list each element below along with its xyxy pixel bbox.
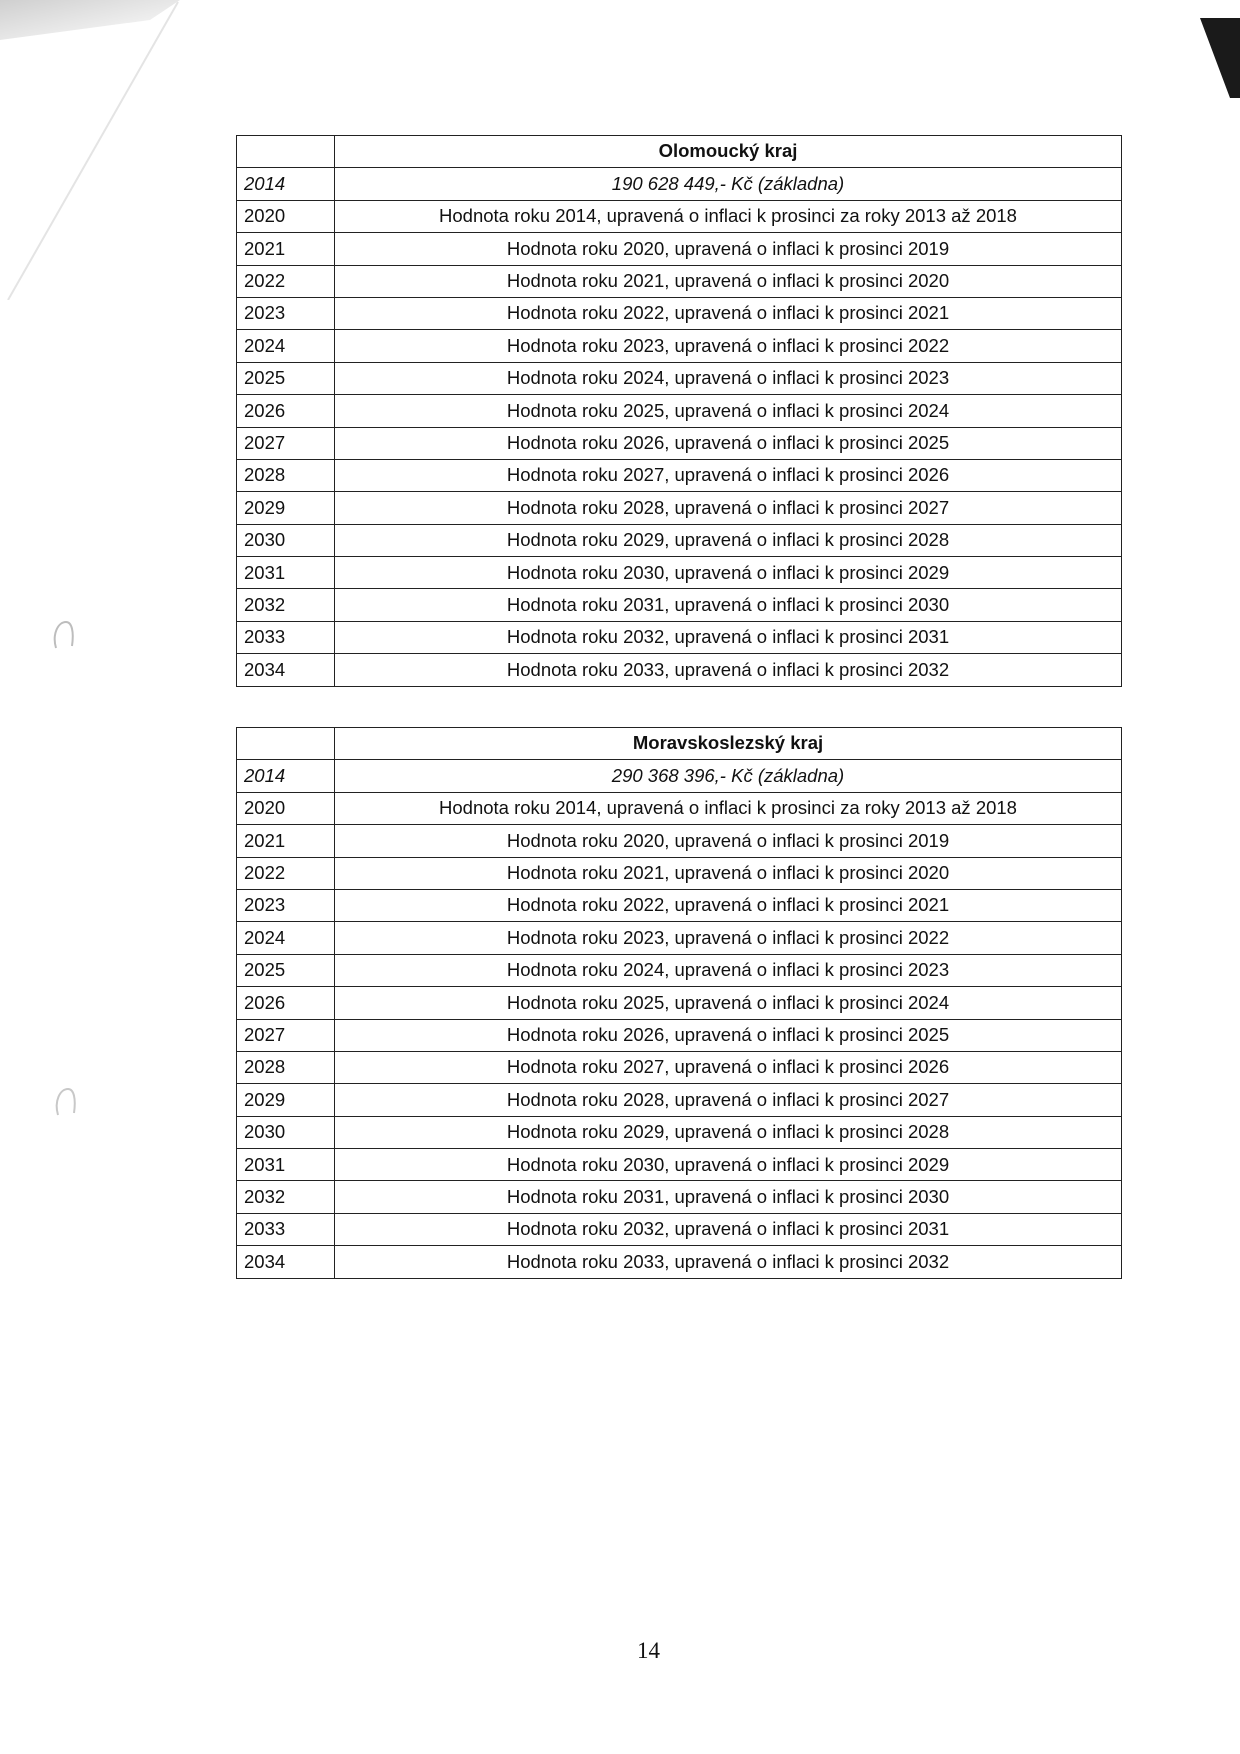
value-cell: Hodnota roku 2023, upravená o inflaci k prosinci 2022 <box>335 922 1122 954</box>
year-cell: 2021 <box>237 233 335 265</box>
table-row <box>237 792 1122 824</box>
value-cell: Hodnota roku 2031, upravená o inflaci k prosinci 2030 <box>335 1181 1122 1213</box>
table-row <box>237 557 1122 589</box>
value-cell: Hodnota roku 2032, upravená o inflaci k prosinci 2031 <box>335 621 1122 653</box>
table-row <box>237 427 1122 459</box>
value-cell: Hodnota roku 2014, upravená o inflaci k prosinci za roky 2013 až 2018 <box>335 200 1122 232</box>
value-cell: Hodnota roku 2029, upravená o inflaci k prosinci 2028 <box>335 1116 1122 1148</box>
year-cell: 2028 <box>237 1051 335 1083</box>
year-cell: 2032 <box>237 1181 335 1213</box>
year-cell: 2031 <box>237 1149 335 1181</box>
value-cell: 290 368 396,- Kč (základna) <box>335 760 1122 792</box>
year-cell: 2026 <box>237 987 335 1019</box>
value-cell: Hodnota roku 2026, upravená o inflaci k prosinci 2025 <box>335 427 1122 459</box>
table-row <box>237 330 1122 362</box>
table-row <box>237 922 1122 954</box>
value-cell: Hodnota roku 2033, upravená o inflaci k prosinci 2032 <box>335 1246 1122 1278</box>
table-row <box>237 1084 1122 1116</box>
year-cell: 2022 <box>237 265 335 297</box>
year-cell: 2027 <box>237 1019 335 1051</box>
year-cell: 2033 <box>237 1213 335 1245</box>
value-cell: Hodnota roku 2027, upravená o inflaci k prosinci 2026 <box>335 1051 1122 1083</box>
table-row <box>237 954 1122 986</box>
scan-edge-shadow <box>0 0 190 300</box>
year-cell: 2023 <box>237 889 335 921</box>
table-row <box>237 987 1122 1019</box>
table-row <box>237 265 1122 297</box>
table-row <box>237 1019 1122 1051</box>
year-cell: 2026 <box>237 395 335 427</box>
table-body <box>237 760 1122 1278</box>
value-cell: Hodnota roku 2022, upravená o inflaci k prosinci 2021 <box>335 889 1122 921</box>
table-row <box>237 1116 1122 1148</box>
year-cell: 2029 <box>237 1084 335 1116</box>
table-title: Moravskoslezský kraj <box>335 728 1122 760</box>
table-row <box>237 1149 1122 1181</box>
year-cell: 2020 <box>237 200 335 232</box>
value-cell: Hodnota roku 2029, upravená o inflaci k prosinci 2028 <box>335 524 1122 556</box>
table-row <box>237 395 1122 427</box>
table-row <box>237 1181 1122 1213</box>
value-cell: Hodnota roku 2021, upravená o inflaci k prosinci 2020 <box>335 857 1122 889</box>
value-cell: Hodnota roku 2024, upravená o inflaci k prosinci 2023 <box>335 954 1122 986</box>
table-row <box>237 168 1122 200</box>
year-cell: 2021 <box>237 825 335 857</box>
table-corner-cell <box>237 728 335 760</box>
table-row <box>237 654 1122 686</box>
value-cell: Hodnota roku 2027, upravená o inflaci k prosinci 2026 <box>335 459 1122 491</box>
value-cell: Hodnota roku 2028, upravená o inflaci k prosinci 2027 <box>335 1084 1122 1116</box>
year-cell: 2029 <box>237 492 335 524</box>
table-row <box>237 297 1122 329</box>
value-cell: Hodnota roku 2028, upravená o inflaci k prosinci 2027 <box>335 492 1122 524</box>
table-row <box>237 362 1122 394</box>
value-cell: Hodnota roku 2020, upravená o inflaci k prosinci 2019 <box>335 825 1122 857</box>
page-number: 14 <box>637 1638 660 1663</box>
year-cell: 2032 <box>237 589 335 621</box>
year-cell: 2014 <box>237 168 335 200</box>
value-cell: Hodnota roku 2014, upravená o inflaci k prosinci za roky 2013 až 2018 <box>335 792 1122 824</box>
table-header-row <box>237 728 1122 760</box>
value-cell: Hodnota roku 2021, upravená o inflaci k prosinci 2020 <box>335 265 1122 297</box>
table-row <box>237 1246 1122 1278</box>
year-cell: 2030 <box>237 524 335 556</box>
table-row <box>237 760 1122 792</box>
punch-hole-mark <box>52 1085 78 1119</box>
value-cell: Hodnota roku 2025, upravená o inflaci k prosinci 2024 <box>335 395 1122 427</box>
table-body <box>237 168 1122 686</box>
value-cell: Hodnota roku 2024, upravená o inflaci k prosinci 2023 <box>335 362 1122 394</box>
value-cell: Hodnota roku 2026, upravená o inflaci k prosinci 2025 <box>335 1019 1122 1051</box>
year-cell: 2033 <box>237 621 335 653</box>
table-corner-cell <box>237 136 335 168</box>
year-cell: 2034 <box>237 654 335 686</box>
value-cell: 190 628 449,- Kč (základna) <box>335 168 1122 200</box>
value-cell: Hodnota roku 2031, upravená o inflaci k prosinci 2030 <box>335 589 1122 621</box>
year-cell: 2023 <box>237 297 335 329</box>
moravskoslezsky-kraj-table <box>236 727 1122 1279</box>
value-cell: Hodnota roku 2030, upravená o inflaci k prosinci 2029 <box>335 557 1122 589</box>
year-cell: 2024 <box>237 330 335 362</box>
table-row <box>237 589 1122 621</box>
table-row <box>237 857 1122 889</box>
year-cell: 2024 <box>237 922 335 954</box>
year-cell: 2031 <box>237 557 335 589</box>
year-cell: 2025 <box>237 954 335 986</box>
value-cell: Hodnota roku 2023, upravená o inflaci k prosinci 2022 <box>335 330 1122 362</box>
value-cell: Hodnota roku 2020, upravená o inflaci k prosinci 2019 <box>335 233 1122 265</box>
value-cell: Hodnota roku 2025, upravená o inflaci k prosinci 2024 <box>335 987 1122 1019</box>
year-cell: 2022 <box>237 857 335 889</box>
value-cell: Hodnota roku 2022, upravená o inflaci k prosinci 2021 <box>335 297 1122 329</box>
table-row <box>237 825 1122 857</box>
scan-corner-mark <box>1200 18 1240 98</box>
value-cell: Hodnota roku 2032, upravená o inflaci k prosinci 2031 <box>335 1213 1122 1245</box>
table-row <box>237 200 1122 232</box>
year-cell: 2025 <box>237 362 335 394</box>
table-title: Olomoucký kraj <box>335 136 1122 168</box>
year-cell: 2028 <box>237 459 335 491</box>
table-row <box>237 889 1122 921</box>
punch-hole-mark <box>50 618 76 652</box>
value-cell: Hodnota roku 2030, upravená o inflaci k prosinci 2029 <box>335 1149 1122 1181</box>
table-row <box>237 459 1122 491</box>
table-row <box>237 621 1122 653</box>
value-cell: Hodnota roku 2033, upravená o inflaci k prosinci 2032 <box>335 654 1122 686</box>
year-cell: 2027 <box>237 427 335 459</box>
table-row <box>237 1213 1122 1245</box>
table-row <box>237 492 1122 524</box>
table-row <box>237 1051 1122 1083</box>
year-cell: 2014 <box>237 760 335 792</box>
year-cell: 2034 <box>237 1246 335 1278</box>
table-row <box>237 524 1122 556</box>
table-row <box>237 233 1122 265</box>
year-cell: 2020 <box>237 792 335 824</box>
year-cell: 2030 <box>237 1116 335 1148</box>
table-header-row <box>237 136 1122 168</box>
olomoucky-kraj-table <box>236 135 1122 687</box>
